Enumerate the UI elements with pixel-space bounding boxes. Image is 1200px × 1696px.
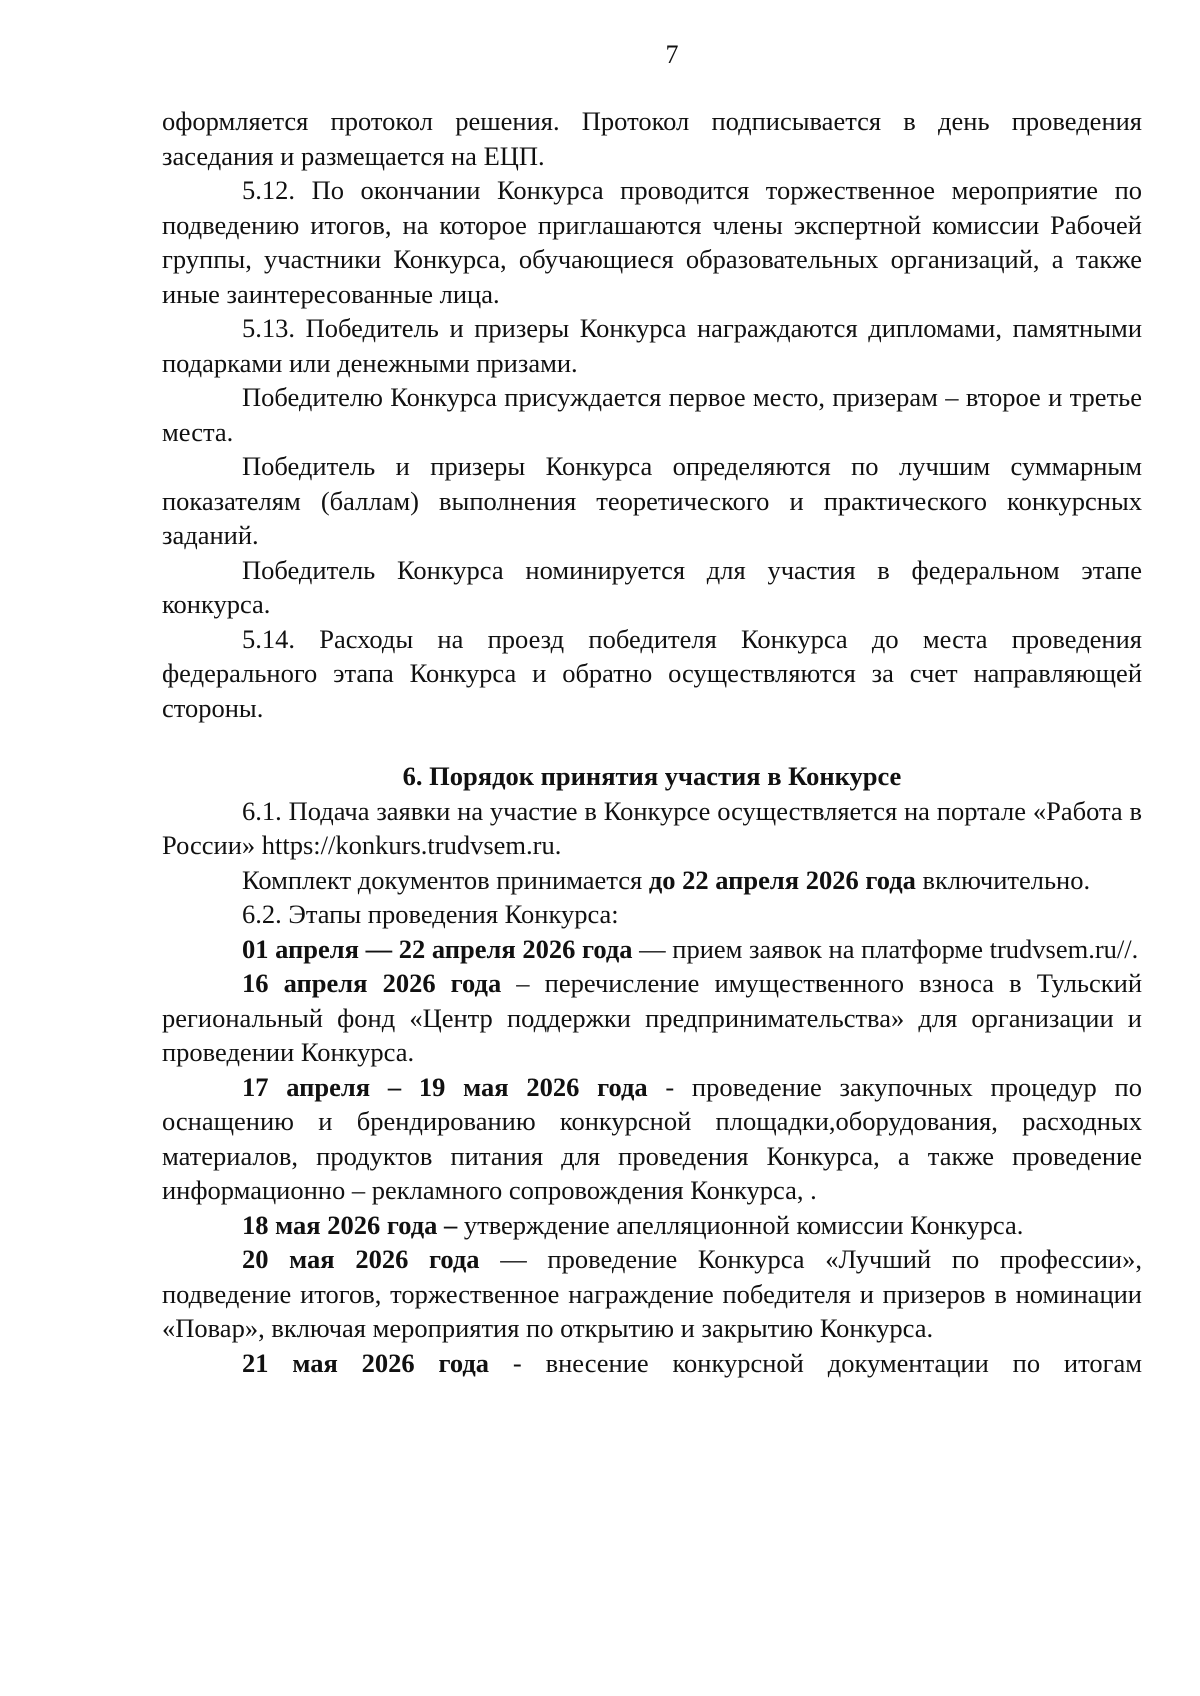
stage-fee-transfer — [162, 966, 1142, 1070]
stage-description: - внесение конкурсной документации по итогам — [489, 1347, 1142, 1378]
paragraph-6-2: 6.2. Этапы проведения Конкурса: — [242, 899, 619, 929]
stage-description: - проведение закупочных процедур по оснащению и брендированию конкурсной площадки,оборудования, расходных материалов, продуктов питания для проведения Конкурса, а также проведение информационно – рекламного сопровождения Конкурса, . — [162, 1071, 1142, 1205]
stage-description: утверждение апелляционной комиссии Конкурса. — [457, 1209, 1024, 1240]
paragraph-documents-deadline — [162, 863, 1142, 898]
stage-date: 17 апреля – 19 мая 2026 года — [242, 1071, 648, 1102]
stage-competition-day — [162, 1242, 1142, 1346]
stage-description: – перечисление имущественного взноса в Тульский региональный фонд «Центр поддержки предпринимательства» для организации и проведении Конкурса. — [162, 968, 1143, 1067]
page-number: 7 — [665, 40, 679, 69]
paragraph-scoring: Победитель и призеры Конкурса определяются по лучшим суммарным показателям (баллам) выполнения теоретического и практического конкурсных заданий. — [162, 451, 1142, 550]
paragraph-6-1: 6.1. Подача заявки на участие в Конкурсе осуществляется на портале «Работа в России» https://konkurs.trudvsem.ru. — [162, 795, 1142, 860]
stage-procurement — [162, 1070, 1142, 1208]
stage-description: — прием заявок на платформе trudvsem.ru//. — [632, 933, 1139, 964]
paragraph-continuation: оформляется протокол решения. Протокол подписывается в день проведения заседания и размещается на ЕЦП. — [162, 106, 1142, 171]
deadline-text-start: Комплект документов принимается — [242, 864, 649, 895]
section-heading: 6. Порядок принятия участия в Конкурсе — [402, 761, 902, 791]
document-body — [162, 104, 1142, 1380]
paragraph-nomination: Победитель Конкурса номинируется для участия в федеральном этапе конкурса. — [162, 554, 1142, 619]
stage-date: 16 апреля 2026 года — [242, 968, 502, 998]
paragraph-5-14: 5.14. Расходы на проезд победителя Конкурса до места проведения федерального этапа Конкурса и обратно осуществляются за счет направляющей стороны. — [162, 623, 1142, 723]
stage-date: 20 мая 2026 года — [242, 1244, 480, 1274]
deadline-date: до 22 апреля 2026 года — [648, 864, 916, 895]
stage-date: 21 мая 2026 года — [242, 1347, 490, 1378]
paragraph-first-place: Победителю Конкурса присуждается первое место, призерам – второе и третье места. — [162, 382, 1142, 447]
stage-date: 01 апреля — 22 апреля 2026 года — [242, 933, 633, 964]
stage-date: 18 мая 2026 года – — [242, 1209, 458, 1240]
stage-description: — проведение Конкурса «Лучший по профессии», подведение итогов, торжественное награждение победителя и призеров в номинации «Повар», включая мероприятия по открытию и закрытию Конкурса. — [162, 1244, 1142, 1343]
stage-documentation — [162, 1346, 1142, 1381]
deadline-text-end: включительно. — [915, 864, 1091, 895]
paragraph-5-12: 5.12. По окончании Конкурса проводится торжественное мероприятие по подведению итогов, на которое приглашаются члены экспертной комиссии Рабочей группы, участники Конкурса, обучающиеся образовательных организаций, а также иные заинтересованные лица. — [162, 175, 1142, 309]
stage-applications — [162, 932, 1142, 967]
paragraph-5-13: 5.13. Победитель и призеры Конкурса награждаются дипломами, памятными подарками или денежными призами. — [162, 313, 1142, 378]
stage-appeals-commission — [162, 1208, 1142, 1243]
